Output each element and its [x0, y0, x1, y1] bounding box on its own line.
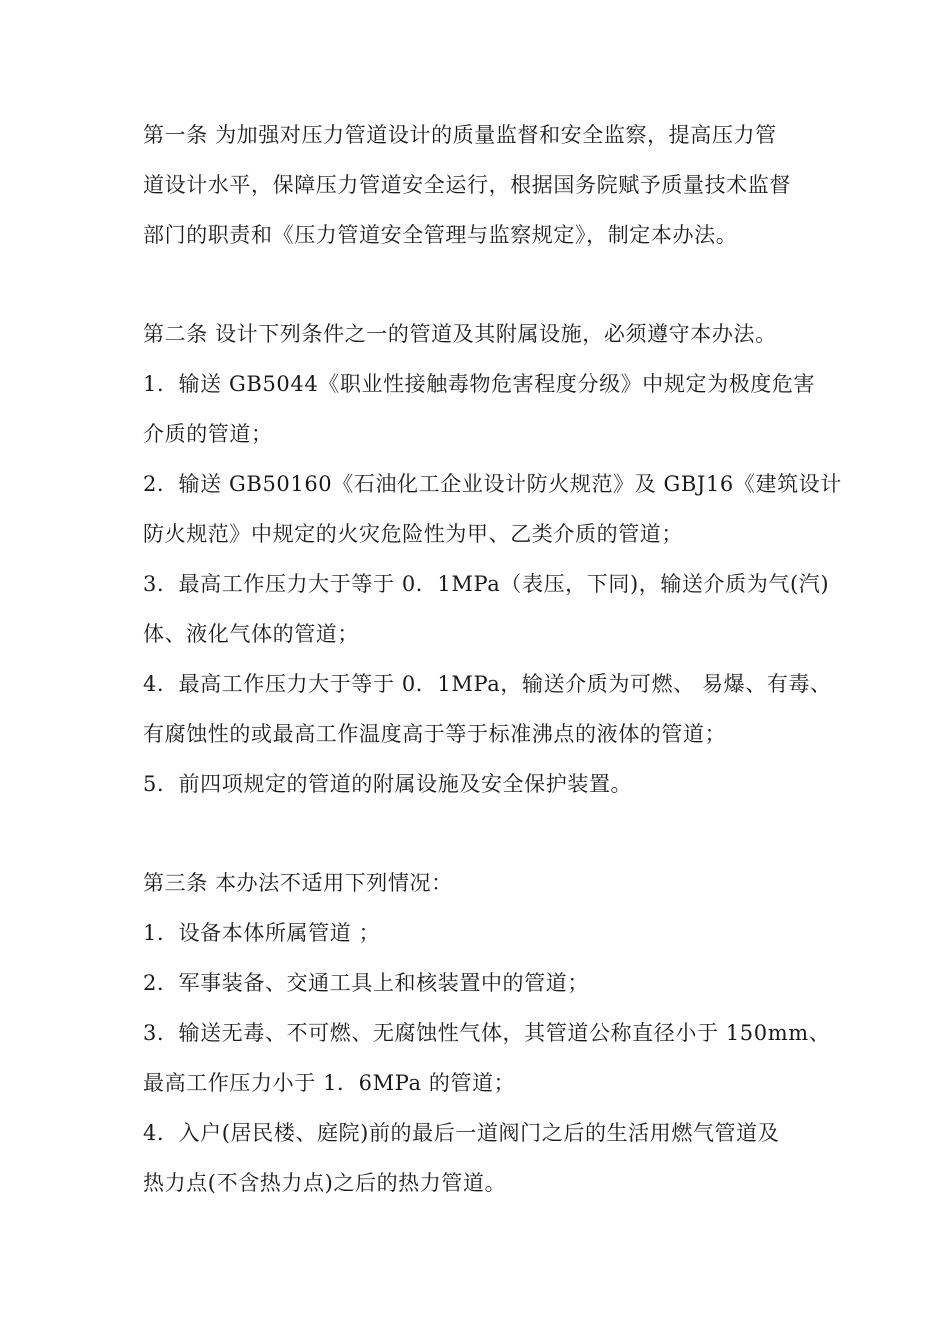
article2-line-7: 体、液化气体的管道；	[143, 622, 359, 646]
article2-line-5: 防火规范》中规定的火灾危险性为甲、乙类介质的管道；	[143, 522, 683, 546]
article3-line-6: 4．入户(居民楼、庭院)前的最后一道阀门之后的生活用燃气管道及	[143, 1121, 780, 1145]
article3-line-5: 最高工作压力小于 1．6MPa 的管道；	[143, 1071, 516, 1095]
article3-line-4: 3．输送无毒、不可燃、无腐蚀性气体，其管道公称直径小于 150mm、	[143, 1021, 831, 1045]
article2-line-4: 2．输送 GB50160《石油化工企业设计防火规范》及 GBJ16《建筑设计	[143, 472, 842, 496]
article2-line-1: 第二条 设计下列条件之一的管道及其附属设施，必须遵守本办法。	[143, 322, 777, 346]
article1-line-2: 道设计水平，保障压力管道安全运行，根据国务院赋予质量技术监督	[143, 173, 791, 197]
article2-line-10: 5．前四项规定的管道的附属设施及安全保护装置。	[143, 772, 633, 796]
article3-line-2: 1．设备本体所属管道 ；	[143, 921, 381, 945]
article3-line-3: 2．军事装备、交通工具上和核装置中的管道；	[143, 971, 589, 995]
article3-line-1: 第三条 本办法不适用下列情况：	[143, 871, 453, 895]
article2-line-6: 3．最高工作压力大于等于 0．1MPa（表压，下同)，输送介质为气(汽)	[143, 572, 830, 596]
article1-line-1: 第一条 为加强对压力管道设计的质量监督和安全监察，提高压力管	[143, 123, 777, 147]
article2-line-2: 1．输送 GB5044《职业性接触毒物危害程度分级》中规定为极度危害	[143, 372, 816, 396]
article2-line-8: 4．最高工作压力大于等于 0．1MPa，输送介质为可燃、 易爆、有毒、	[143, 672, 832, 696]
article2-line-9: 有腐蚀性的或最高工作温度高于等于标准沸点的液体的管道；	[143, 722, 727, 746]
article3-line-7: 热力点(不含热力点)之后的热力管道。	[143, 1171, 507, 1195]
article1-line-3: 部门的职责和《压力管道安全管理与监察规定》，制定本办法。	[143, 223, 738, 247]
article2-line-3: 介质的管道；	[143, 422, 273, 446]
